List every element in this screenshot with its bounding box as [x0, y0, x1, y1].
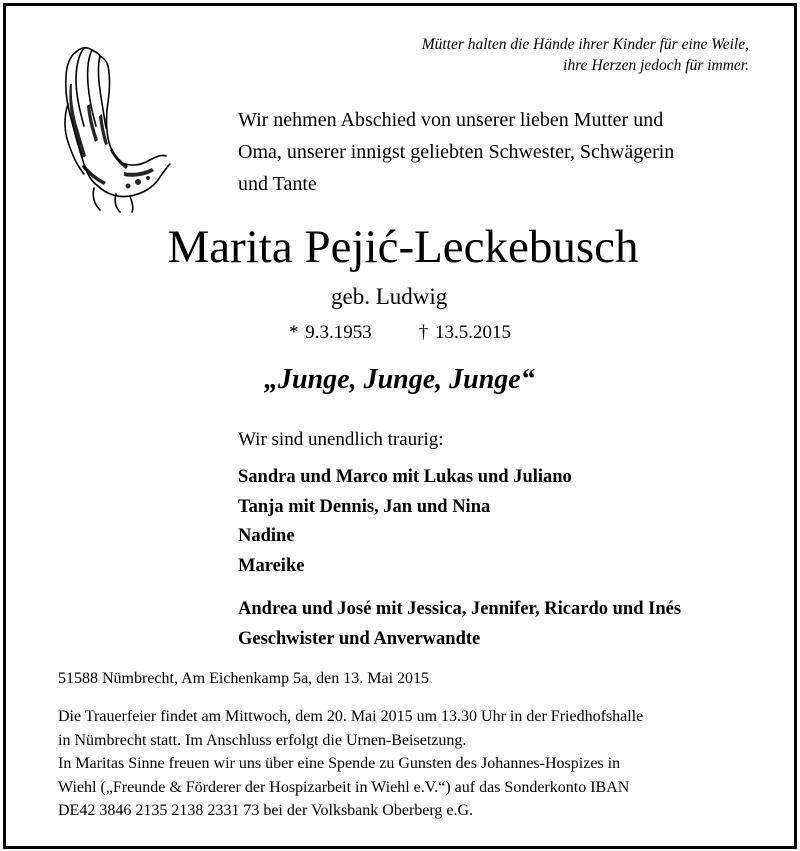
- quote: „Junge, Junge, Junge“: [264, 364, 535, 395]
- mourner-line: Nadine: [238, 526, 295, 546]
- praying-hands-icon: [54, 44, 174, 214]
- life-dates: [289, 322, 511, 344]
- info-line-5: DE42 3846 2135 2138 2331 73 bei der Volksbank Oberberg e.G.: [58, 802, 474, 819]
- intro-line-3: und Tante: [238, 173, 317, 195]
- intro-line-2: Oma, unserer innigst geliebten Schwester, Schwägerin: [238, 141, 675, 163]
- mourners-heading: Wir sind unendlich traurig:: [238, 429, 444, 450]
- info-line-4: Wiehl („Freunde & Förderer der Hospizarbeit in Wiehl e.V.“) auf das Sonderkonto IBAN: [58, 778, 630, 796]
- intro-line-1: Wir nehmen Abschied von unserer lieben Mutter und: [238, 109, 664, 131]
- funeral-info: [58, 705, 748, 823]
- deceased-name: Marita Pejić-Leckebusch: [167, 221, 639, 273]
- death-date: † 13.5.2015: [418, 322, 511, 343]
- motto-line-1: Mütter halten die Hände ihrer Kinder für eine Weile,: [421, 36, 749, 53]
- mourners-list: [238, 463, 681, 654]
- info-line-2: in Nümbrecht statt. Im Anschluss erfolgt die Urnen-Beisetzung.: [58, 731, 467, 749]
- mourner-line: Sandra und Marco mit Lukas und Juliano: [238, 467, 572, 487]
- born-name: geb. Ludwig: [331, 284, 448, 309]
- obituary-notice: [3, 3, 797, 849]
- info-line-3: In Maritas Sinne freuen wir uns über eine Spende zu Gunsten des Johannes-Hospizes in: [58, 755, 621, 772]
- motto: [422, 34, 749, 76]
- info-line-1: Die Trauerfeier findet am Mittwoch, dem 20. Mai 2015 um 13.30 Uhr in der Friedhofshalle: [58, 708, 644, 725]
- address-line: 51588 Nümbrecht, Am Eichenkamp 5a, den 13. Mai 2015: [58, 670, 430, 687]
- birth-date: * 9.3.1953: [289, 322, 372, 343]
- intro-text: [238, 104, 748, 200]
- mourner-line: Geschwister und Anverwandte: [238, 628, 481, 649]
- motto-line-2: ihre Herzen jedoch für immer.: [563, 57, 749, 74]
- mourner-line: Andrea und José mit Jessica, Jennifer, Ricardo und Inés: [238, 599, 682, 619]
- mourner-line: Tanja mit Dennis, Jan und Nina: [238, 496, 491, 517]
- mourner-line: Mareike: [238, 555, 305, 576]
